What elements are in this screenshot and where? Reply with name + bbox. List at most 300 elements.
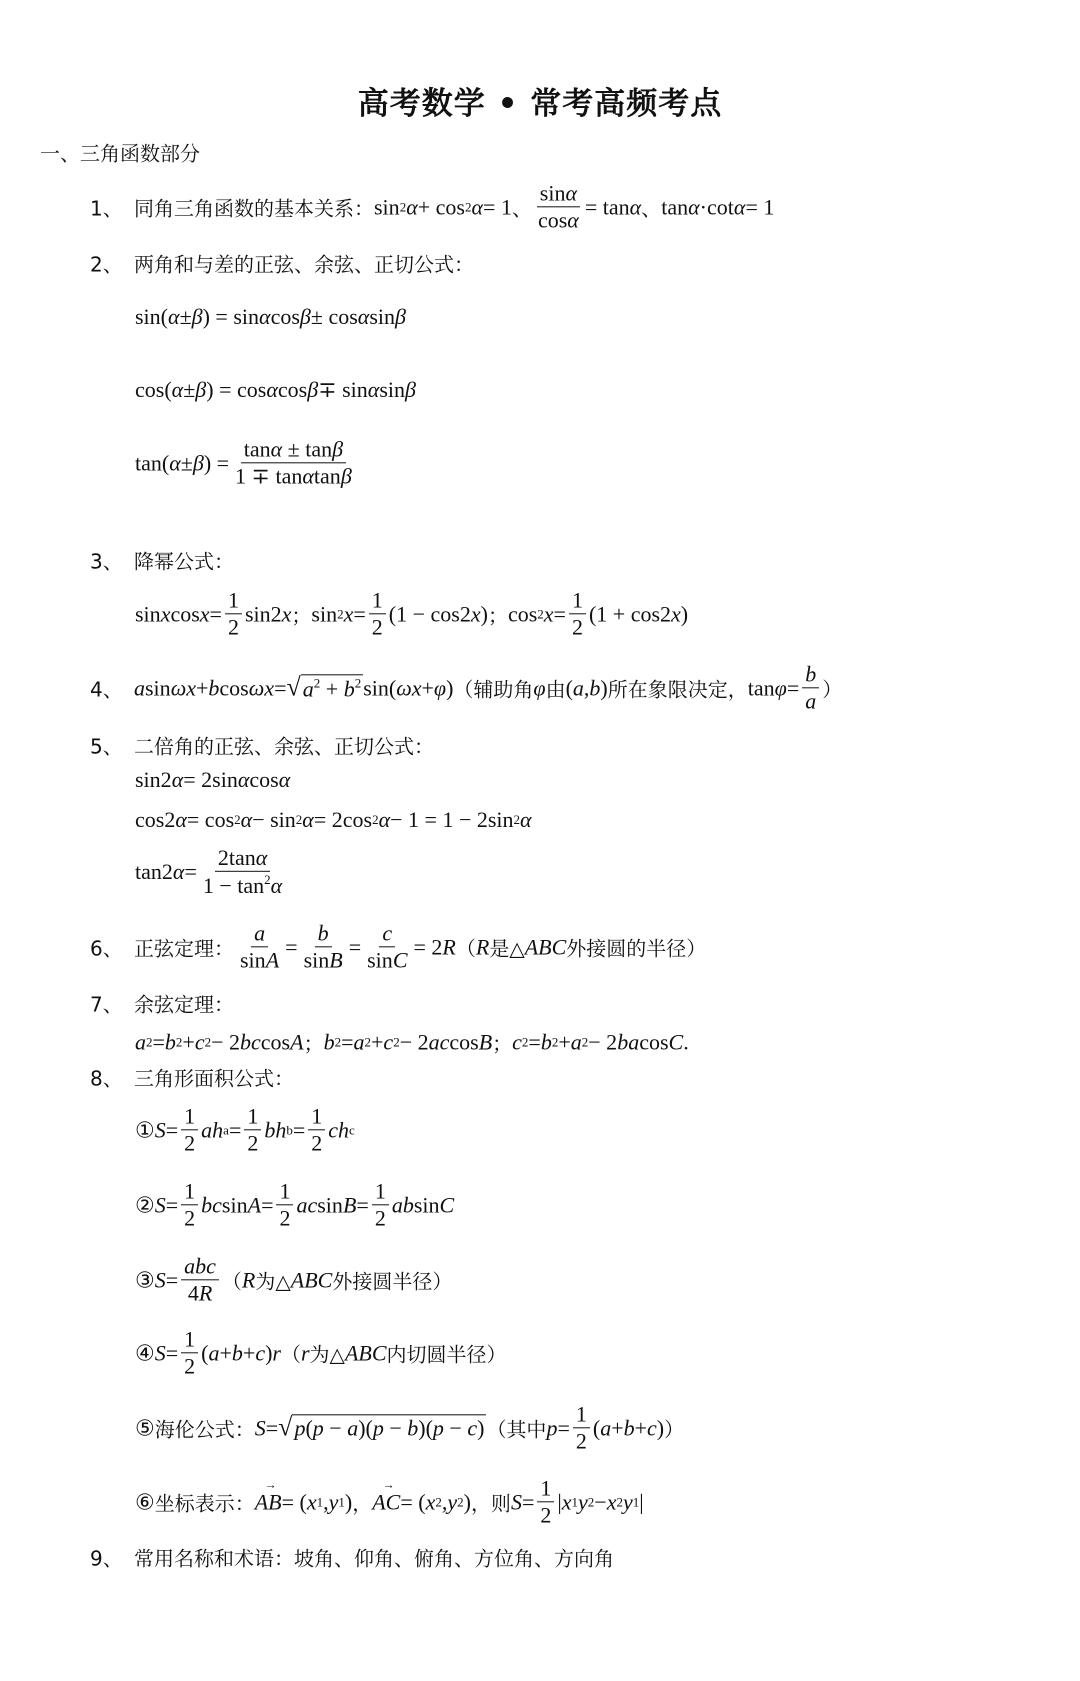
denominator	[372, 1206, 389, 1231]
math-text: =	[521, 1489, 535, 1514]
superscript: 2	[354, 675, 362, 690]
math-text: − 2	[588, 1029, 618, 1054]
vector	[254, 1477, 282, 1515]
math-variable: a	[134, 675, 145, 700]
math-variable: a	[254, 920, 266, 946]
math-variable: x	[470, 601, 481, 626]
math-variable: ωx	[396, 675, 422, 700]
superscript: 2	[581, 1034, 589, 1049]
math-variable: ba	[617, 1029, 640, 1054]
denominator	[225, 615, 242, 640]
math-variable: x	[343, 601, 354, 626]
chinese-text: 所在象限决定，	[607, 677, 748, 702]
chinese-text: ，	[352, 1491, 373, 1516]
vector-arrow-icon: →	[264, 1477, 277, 1491]
chinese-text: ；	[487, 603, 508, 628]
math-text: 1	[279, 1178, 291, 1204]
math-text: 4	[187, 1280, 199, 1306]
math-variable: β	[332, 436, 344, 462]
formula-line	[135, 1402, 684, 1453]
numerator	[241, 437, 346, 463]
math-text: ±	[180, 450, 193, 475]
math-variable: p	[432, 1415, 444, 1441]
denominator	[369, 615, 386, 640]
chinese-text: 降幂公式：	[134, 549, 234, 574]
square-root	[286, 674, 363, 702]
chinese-text: 两角和与差的正弦、余弦、正切公式：	[134, 252, 474, 277]
fraction	[569, 588, 586, 639]
math-variable: x	[561, 1489, 572, 1514]
item-number: 4、	[90, 677, 123, 702]
chinese-text: 坐标表示：	[154, 1491, 255, 1516]
chinese-text: 海伦公式：	[154, 1417, 255, 1442]
fraction	[181, 1254, 219, 1305]
math-variable: R	[198, 1280, 213, 1306]
math-text: )	[477, 1415, 485, 1441]
math-text: =	[292, 1117, 306, 1142]
math-variable: β	[191, 304, 203, 329]
chinese-text: 余弦定理：	[134, 992, 234, 1017]
math-variable: x	[160, 601, 171, 626]
math-variable: C	[668, 1029, 684, 1054]
numbered-item	[90, 989, 234, 1018]
denominator	[181, 1206, 198, 1231]
math-variable: c	[383, 1029, 394, 1054]
formula-line	[135, 1254, 452, 1305]
math-text: 1	[575, 1401, 587, 1427]
numerator	[225, 588, 242, 614]
numerator	[181, 1179, 198, 1205]
math-variable: R	[241, 1267, 256, 1292]
chinese-text: 二倍角的正弦、余弦、正切公式：	[134, 734, 434, 759]
math-text: )(	[418, 1415, 433, 1441]
math-variable: α	[565, 180, 578, 206]
math-text: 2	[371, 614, 383, 640]
subscript: 2	[616, 1494, 623, 1509]
math-text: )	[265, 1340, 273, 1365]
math-text: +	[182, 1029, 195, 1054]
math-text: = 1	[483, 194, 512, 219]
math-text: = (	[281, 1489, 307, 1514]
chinese-text: ；	[303, 1031, 324, 1056]
math-variable: p	[546, 1415, 558, 1440]
math-text: ± cos	[310, 304, 358, 329]
math-variable: A	[247, 1192, 262, 1217]
math-text: =	[353, 601, 366, 626]
math-variable: β	[405, 377, 417, 402]
math-variable: S	[154, 1267, 166, 1292]
math-variable: x	[543, 601, 554, 626]
math-text: cos	[270, 304, 300, 329]
math-text: =	[553, 601, 566, 626]
math-text: sin	[413, 1192, 440, 1217]
denominator	[276, 1206, 293, 1231]
math-text: −	[443, 1415, 468, 1441]
math-text: 1	[227, 587, 239, 613]
math-text: sin	[369, 304, 396, 329]
math-text: ∓ sin	[318, 377, 368, 402]
fraction	[537, 1476, 554, 1527]
math-text: ,	[441, 1489, 448, 1514]
math-text: 2	[247, 1130, 259, 1156]
vector-arrow-icon: →	[382, 1477, 395, 1491]
chinese-text: ；	[291, 603, 312, 628]
chinese-text: ）	[822, 677, 843, 702]
math-text: cos	[277, 377, 308, 402]
math-variable: α	[278, 767, 291, 792]
item-number: 1、	[90, 196, 123, 221]
math-variable: α	[302, 463, 314, 489]
math-variable: ah	[201, 1117, 224, 1142]
math-text: ±	[179, 304, 192, 329]
superscript: 2	[334, 1034, 342, 1049]
math-variable: ABC	[344, 1340, 387, 1365]
fraction	[232, 437, 355, 488]
chinese-text: 同角三角函数的基本关系：	[134, 196, 374, 221]
math-text: ± tan	[282, 436, 333, 462]
subscript: a	[223, 1122, 229, 1137]
math-variable: y	[328, 1489, 339, 1514]
chinese-text: 由	[545, 677, 566, 702]
chinese-text: （其中	[486, 1417, 547, 1442]
formula-line	[135, 377, 416, 403]
subscript: 1	[316, 1494, 324, 1509]
math-text: sin	[317, 1192, 343, 1217]
math-text: +	[421, 675, 434, 700]
math-text: cos	[170, 601, 200, 626]
math-text: sin2	[244, 601, 282, 626]
chinese-text: （	[280, 1342, 301, 1367]
math-text: (	[592, 1415, 601, 1440]
radicand	[292, 1415, 486, 1442]
math-text: sin	[374, 194, 400, 219]
numerator	[181, 1104, 198, 1130]
math-text: |	[557, 1489, 562, 1514]
math-variable: b	[540, 1029, 552, 1054]
formula-line	[135, 1476, 644, 1527]
math-text: sin	[221, 1192, 248, 1217]
math-variable: y	[578, 1489, 588, 1514]
math-variable: β	[299, 304, 311, 329]
math-variable: α	[255, 844, 268, 870]
math-variable: x	[199, 601, 210, 626]
math-text: cos	[219, 675, 249, 700]
math-variable: a	[805, 688, 817, 714]
math-text: .	[683, 1029, 689, 1054]
math-text: 1	[184, 1326, 196, 1352]
math-variable: b	[343, 676, 355, 701]
math-text: ④	[135, 1340, 155, 1365]
numerator	[372, 1179, 389, 1205]
math-variable: a	[302, 676, 314, 701]
fraction	[802, 662, 819, 713]
formula-line	[135, 304, 406, 330]
chinese-text: 、	[511, 196, 532, 221]
math-text: ) = sin	[202, 304, 260, 329]
fraction	[301, 921, 346, 972]
math-variable: b	[164, 1029, 176, 1054]
math-text: ③	[135, 1267, 155, 1292]
math-variable: α	[733, 194, 746, 219]
math-variable: b	[589, 675, 601, 700]
chinese-text: 为△	[309, 1342, 345, 1367]
superscript: 2	[204, 1034, 212, 1049]
math-variable: S	[154, 1340, 166, 1365]
math-text: sin	[311, 601, 338, 626]
math-text: −	[594, 1489, 607, 1514]
math-variable: c	[382, 920, 393, 946]
math-variable: a	[347, 1415, 359, 1441]
chinese-text: （	[221, 1269, 242, 1294]
math-variable: α	[171, 767, 184, 792]
vector	[372, 1477, 401, 1515]
chinese-text: （	[455, 936, 476, 961]
math-variable: ch	[328, 1117, 350, 1142]
chinese-text: （辅助角	[453, 677, 534, 702]
math-variable: c	[647, 1415, 657, 1440]
math-text: 1	[374, 1178, 386, 1204]
math-variable: α	[175, 807, 187, 832]
math-text: =	[165, 1192, 179, 1217]
math-text: +	[558, 1029, 571, 1054]
superscript: 2	[175, 1034, 183, 1049]
superscript: 2	[537, 606, 544, 621]
numerator	[181, 1327, 198, 1353]
math-variable: α	[270, 436, 283, 462]
math-text: =	[348, 934, 362, 959]
math-text: +	[611, 1415, 624, 1440]
math-text: 1	[184, 1103, 196, 1129]
subscript: 2	[435, 1494, 442, 1509]
formula-line	[135, 846, 288, 898]
math-variable: β	[307, 377, 319, 402]
numerator	[276, 1179, 293, 1205]
denominator	[573, 1429, 590, 1454]
math-text: −	[323, 1415, 348, 1441]
math-text: + cos	[417, 194, 465, 219]
chinese-text: ）	[664, 1417, 685, 1442]
denominator	[185, 1281, 215, 1306]
vector-label: AB	[254, 1489, 282, 1514]
math-variable: a	[600, 1415, 612, 1440]
formula-line	[135, 807, 532, 833]
denominator	[232, 464, 355, 489]
math-variable: a	[353, 1029, 365, 1054]
math-variable: a	[570, 1029, 582, 1054]
fraction	[369, 588, 386, 639]
subscript: 2	[457, 1494, 464, 1509]
subscript: c	[349, 1122, 355, 1137]
denominator	[237, 948, 282, 973]
fraction	[535, 181, 582, 232]
subscript: 1	[632, 1494, 640, 1509]
math-variable: φ	[433, 675, 447, 700]
denominator	[181, 1131, 198, 1156]
math-text: =	[184, 859, 197, 884]
math-text: =	[165, 1340, 179, 1365]
chinese-text: 外接圆的半径）	[566, 936, 707, 961]
subscript: b	[286, 1122, 293, 1137]
math-variable: ABC	[524, 934, 567, 959]
numerator	[802, 662, 819, 688]
math-variable: α	[172, 859, 185, 884]
math-text: − 2	[399, 1029, 429, 1054]
formula-line	[135, 1104, 355, 1155]
math-variable: r	[272, 1340, 281, 1365]
denominator	[301, 948, 346, 973]
numerator	[573, 1402, 590, 1428]
math-variable: S	[254, 1415, 266, 1440]
chinese-text: 三角形面积公式：	[134, 1066, 294, 1091]
math-variable: r	[300, 1340, 310, 1365]
math-variable: a	[208, 1340, 220, 1365]
math-variable: y	[622, 1489, 633, 1514]
fraction	[276, 1179, 293, 1230]
chinese-text: 常用名称和术语：坡角、仰角、俯角、方位角、方向角	[134, 1546, 614, 1571]
chinese-text: ，则	[470, 1491, 511, 1516]
math-text: )	[446, 675, 454, 700]
math-text: )	[480, 601, 488, 626]
math-variable: bc	[240, 1029, 261, 1054]
numbered-item	[90, 546, 234, 575]
math-text: 1	[371, 587, 383, 613]
math-text: )	[463, 1489, 471, 1514]
math-variable: β	[195, 377, 207, 402]
superscript: 2	[464, 199, 472, 214]
math-variable: p	[312, 1415, 324, 1441]
math-text: 2	[184, 1130, 196, 1156]
radical-sign-icon: √	[278, 1412, 293, 1442]
fraction	[244, 1104, 261, 1155]
superscript: 2	[313, 675, 321, 690]
math-variable: C	[439, 1192, 455, 1217]
math-variable: bc	[201, 1192, 222, 1217]
formula-line	[135, 588, 688, 639]
chinese-text: ；	[492, 1031, 513, 1056]
math-variable: A	[290, 1029, 304, 1054]
math-text: +	[320, 676, 344, 701]
math-variable: p	[294, 1415, 306, 1441]
math-variable: a	[135, 1029, 146, 1054]
page-title: 高考数学 • 常考高频考点	[357, 86, 723, 122]
math-text: sin(	[363, 675, 397, 700]
math-text: 1	[247, 1103, 259, 1129]
math-variable: x	[306, 1489, 317, 1514]
math-text: sin	[145, 675, 171, 700]
chinese-text: 外接圆半径）	[332, 1269, 453, 1294]
math-variable: α	[259, 304, 271, 329]
math-variable: S	[510, 1489, 522, 1514]
math-variable: β	[340, 463, 352, 489]
superscript: 2	[399, 199, 407, 214]
math-text: =	[557, 1415, 570, 1440]
subscript: 2	[587, 1494, 595, 1509]
math-text: cos	[260, 1029, 291, 1054]
math-text: 2	[374, 1205, 386, 1231]
math-text: sin(	[135, 304, 168, 329]
math-variable: ac	[428, 1029, 450, 1054]
math-text: − sin	[252, 807, 296, 832]
numbered-item	[90, 249, 474, 278]
denominator	[569, 615, 586, 640]
math-text: +	[242, 1340, 256, 1365]
math-text: (1 + cos2	[588, 601, 672, 626]
chinese-text: 正弦定理：	[134, 936, 234, 961]
math-text: +	[196, 675, 209, 700]
math-variable: α	[302, 807, 314, 832]
math-variable: b	[208, 675, 220, 700]
math-text: = 2sin	[183, 767, 238, 792]
math-variable: β	[192, 450, 204, 475]
math-text: = cos	[186, 807, 235, 832]
math-variable: B	[342, 1192, 357, 1217]
fraction	[372, 1179, 389, 1230]
math-text: ⑥	[135, 1489, 155, 1514]
math-text: 1 − tan	[202, 873, 265, 898]
fraction	[308, 1104, 325, 1155]
math-text: sin	[240, 947, 266, 973]
vector-label: AC	[372, 1489, 401, 1514]
math-text: = (	[400, 1489, 426, 1514]
math-text: 2	[279, 1205, 291, 1231]
math-text: = 2cos	[313, 807, 373, 832]
chinese-text: 为△	[255, 1269, 291, 1294]
math-variable: y	[447, 1489, 458, 1514]
item-number: 5、	[90, 734, 123, 759]
math-variable: α	[688, 194, 700, 219]
math-text: cos	[639, 1029, 669, 1054]
superscript: 2	[234, 812, 241, 827]
math-text: ) =	[203, 450, 230, 475]
math-variable: ωx	[170, 675, 196, 700]
math-variable: x	[425, 1489, 436, 1514]
math-variable: α	[367, 377, 380, 402]
math-variable: b	[317, 920, 329, 946]
numerator	[244, 1104, 261, 1130]
math-text: ②	[135, 1192, 155, 1217]
math-text: )	[656, 1415, 665, 1440]
math-text: ,	[323, 1489, 329, 1514]
denominator	[802, 689, 819, 714]
numerator	[181, 1254, 219, 1280]
math-variable: c	[255, 1340, 266, 1365]
math-text: =	[165, 1117, 179, 1142]
subscript: 1	[571, 1494, 579, 1509]
math-text: 1	[184, 1178, 196, 1204]
chinese-text: 、	[641, 196, 662, 221]
fraction	[200, 846, 285, 898]
math-text: =	[341, 1029, 354, 1054]
math-text: )(	[358, 1415, 373, 1441]
numbered-item	[90, 921, 706, 972]
math-text: +	[219, 1340, 232, 1365]
math-variable: b	[407, 1415, 419, 1441]
math-text: (	[305, 1415, 313, 1441]
superscript: 2	[393, 1034, 400, 1049]
chinese-text: 是△	[489, 936, 525, 961]
math-text: 2	[184, 1353, 196, 1379]
math-variable: α	[520, 807, 532, 832]
math-text: 1	[571, 587, 583, 613]
numbered-item	[90, 1063, 294, 1092]
math-text: =	[285, 934, 298, 959]
item-number: 9、	[90, 1546, 123, 1571]
math-text: ) = cos	[206, 377, 267, 402]
numerator	[369, 588, 386, 614]
fraction	[181, 1104, 198, 1155]
fraction	[181, 1179, 198, 1230]
numerator	[569, 588, 586, 614]
